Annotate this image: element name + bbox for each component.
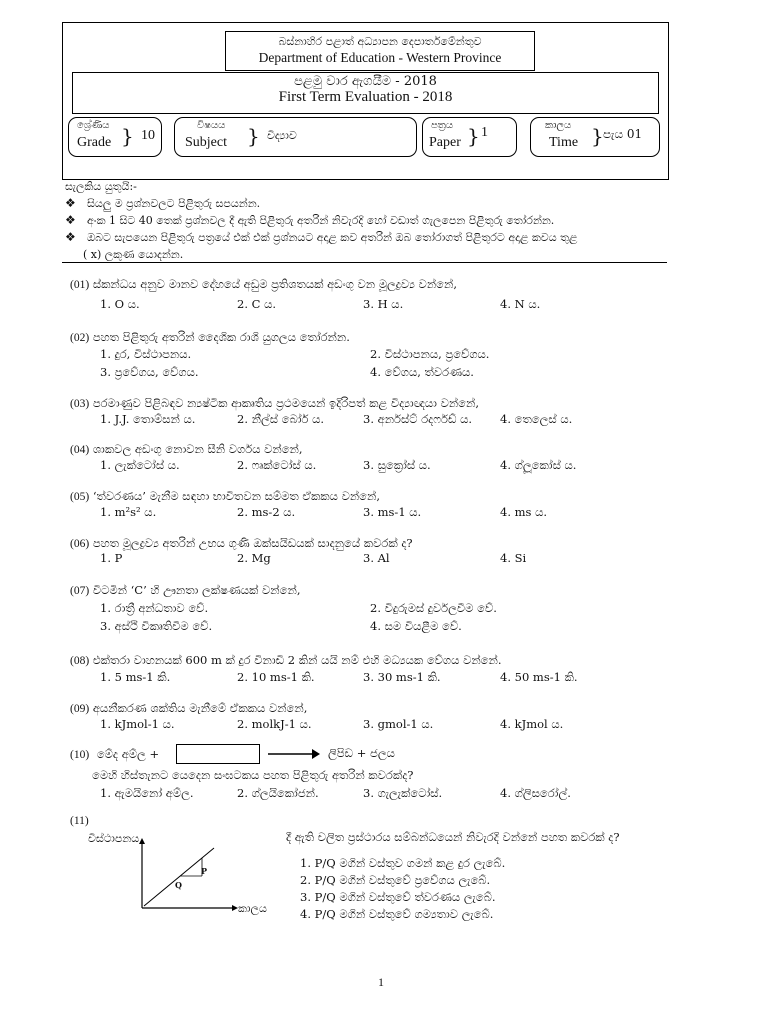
graph-x-label: කාලය	[238, 902, 267, 915]
grade-box	[68, 117, 162, 157]
graph-y-label: විස්ථාපනය	[88, 832, 140, 845]
q9-option-2: 2. molkJ-1 ය.	[237, 717, 312, 731]
department-box	[225, 31, 535, 71]
q4-option-2: 2. ෆෘක්ටෝස් ය.	[237, 458, 317, 472]
q8-option-2: 2. 10 ms-1 කි.	[237, 670, 315, 684]
y-axis-arrow-icon	[139, 838, 145, 844]
paper-box	[422, 117, 517, 157]
q2-option-3: 3. ප්‍රවේගය, වේගය.	[100, 365, 199, 379]
q4-option-3: 3. සුක්‍රෝස් ය.	[363, 458, 431, 472]
paper-value: 1	[481, 125, 488, 140]
time-value: පැය 01	[603, 127, 643, 141]
q3-option-2: 2. නීල්ස් බෝර් ය.	[237, 412, 325, 426]
term-sinhala: පළමු වාර ඇගයීම - 2018	[294, 74, 437, 89]
q2-option-1: 1. දුර, විස්ථාපනය.	[100, 347, 192, 361]
brace-icon: }	[121, 124, 134, 148]
q1-option-4: 4. N ය.	[500, 297, 541, 311]
q3-option-1: 1. J.J. තොම්සන් ය.	[100, 412, 196, 426]
q6-option-4: 4. Si	[500, 551, 527, 565]
graph-q-label: Q	[175, 880, 182, 890]
q2-option-2: 2. විස්ථාපනය, ප්‍රවේගය.	[370, 347, 490, 361]
subject-label-english: Subject	[185, 135, 227, 150]
subject-label-sinhala: විෂයය	[197, 120, 226, 131]
question-10: (10) මේද අම්ල +	[70, 747, 160, 761]
question-7: (07) විටමින් ‘C’ හි ඌනතා ලක්ෂණයක් වන්නේ,	[70, 583, 301, 597]
graph-line	[144, 848, 214, 906]
instruction-item: ❖ ඔබට සැපයෙන පිළිතුරු පත්‍රයේ එක් එක් ප්‍රශ්නයට අදාළ කව අතරින් ඔබ තෝරාගත් පිළිතුරට අදාළ කවය තුළ	[65, 230, 578, 244]
q3-option-4: 4. තෙලෙස් ය.	[500, 412, 573, 426]
diamond-bullet-icon: ❖	[65, 196, 76, 210]
grade-label-sinhala: ශ්‍රේණිය	[77, 120, 110, 131]
question-2: (02) පහත පිළිතුරු අතරින් දෛශික රාශි යුගලය තෝරන්න.	[70, 330, 350, 344]
q3-option-3: 3. අර්නස්ට් රදර්ෆඩ් ය.	[363, 412, 473, 426]
question-4: (04) ශාකවල අඩංගු නොවන සීනි වර්ගය වන්නේ,	[70, 442, 303, 456]
q6-option-1: 1. P	[100, 551, 123, 565]
q5-option-4: 4. ms ය.	[500, 505, 548, 519]
question-9: (09) අයනීකරණ ශක්තිය මැනීමේ ඒකකය වන්නේ,	[70, 701, 308, 715]
grade-value: 10	[141, 128, 155, 143]
q10-option-3: 3. ගැලැක්ටෝස්.	[363, 786, 443, 800]
q8-option-4: 4. 50 ms-1 කි.	[500, 670, 578, 684]
q10-option-1: 1. ඇමයිනෝ අම්ල.	[100, 786, 194, 800]
instructions	[65, 178, 577, 263]
q4-option-1: 1. ලැක්ටෝස් ය.	[100, 458, 180, 472]
q10-option-2: 2. ග්ලයිකෝජන්.	[237, 786, 319, 800]
q8-option-1: 1. 5 ms-1 කි.	[100, 670, 171, 684]
q8-option-3: 3. 30 ms-1 කි.	[363, 670, 441, 684]
q1-option-3: 3. H ය.	[363, 297, 404, 311]
q5-option-3: 3. ms-1 ය.	[363, 505, 422, 519]
q7-option-1: 1. රාත්‍රී අන්ධතාව වේ.	[100, 601, 209, 615]
subject-box	[174, 117, 417, 157]
term-box	[72, 72, 659, 114]
question-3: (03) පරමාණුව පිළිබඳව න්‍යෂ්ටික ආකෘතිය ප්‍රථමයෙන් ඉදිරිපත් කළ විද්‍යාඥයා වන්නේ,	[70, 396, 480, 410]
q6-option-2: 2. Mg	[237, 551, 271, 565]
time-label-english: Time	[549, 135, 579, 150]
question-8: (08) එක්තරා වාහනයක් 600 m ක් දුර විනාඩි 2 කින් යයි නම් එහි මධ්‍යයක වේගය වන්නේ.	[70, 653, 502, 667]
graph-p-label: P	[201, 866, 208, 876]
page-number: 1	[378, 975, 384, 989]
q7-option-2: 2. විදුරුමස් දුර්වලවීම වේ.	[370, 601, 497, 615]
department-sinhala: බස්නාහිර පළාත් අධ්‍යාපන දෙපාර්තමේන්තුව	[278, 35, 482, 48]
q9-option-3: 3. gmol-1 ය.	[363, 717, 434, 731]
q6-option-3: 3. Al	[363, 551, 390, 565]
q11-option-2: 2. P/Q මගින් වස්තුවේ ප්‍රවේගය ලැබේ.	[300, 873, 491, 887]
q10-product: ලිපිඩ + ජලය	[328, 746, 395, 760]
diamond-bullet-icon: ❖	[65, 230, 76, 244]
q1-option-1: 1. O ය.	[100, 297, 140, 311]
motion-graph	[130, 838, 240, 918]
q11-option-3: 3. P/Q මගින් වස්තුවේ ත්වරණය ලැබේ.	[300, 890, 496, 904]
instruction-item: ❖ අංක 1 සිට 40 තෙක් ප්‍රශ්නවල දී ඇති පිළිතුරු අතරින් නිවැරදි හෝ වඩාත් ගැලපෙන පිළිතුරු තෝරන්න.	[65, 213, 555, 227]
q1-option-2: 2. C ය.	[237, 297, 277, 311]
q7-option-4: 4. සම වියළීම වේ.	[370, 619, 462, 633]
q11-option-1: 1. P/Q මගින් වස්තුව ගමන් කළ දුර ලැබේ.	[300, 856, 506, 870]
question-5: (05) ‘ත්වරණය’ මැනීම සඳහා භාවිතවන සම්මත ඒකකය වන්නේ,	[70, 489, 381, 503]
instructions-title: සැලකිය යුතුයි:-	[65, 180, 137, 193]
q7-option-3: 3. අස්ථි විකෘතිවීම වේ.	[100, 619, 213, 633]
time-label-sinhala: කාලය	[545, 120, 572, 131]
question-6: (06) පහත මූලද්‍රව්‍ය අතරින් උභය ගුණි ඔක්සයිඩයක් සාදනුයේ කවරක් ද?	[70, 536, 413, 550]
q11-number: (11)	[70, 815, 89, 827]
diamond-bullet-icon: ❖	[65, 213, 76, 227]
right-arrow-icon	[268, 747, 320, 761]
subject-value: විද්‍යාව	[267, 129, 297, 142]
q11-option-4: 4. P/Q මගින් වස්තුවේ ගම්‍යතාව ලැබේ.	[300, 907, 494, 921]
term-english: First Term Evaluation - 2018	[278, 89, 453, 105]
instruction-item: ❖ සියලු ම ප්‍රශ්නවලට පිළිතුරු සපයන්න.	[65, 196, 261, 210]
instruction-continuation: ( x) ලකුණ යොදන්න.	[83, 248, 184, 261]
q2-option-4: 4. වේගය, ත්වරණය.	[370, 365, 474, 379]
grade-label-english: Grade	[77, 135, 112, 150]
answer-blank-box	[176, 744, 260, 764]
question-1: (01) ස්කන්ධය අනුව මානව දේහයේ අඩුම ප්‍රතිශතයක් අඩංගු වන මූලද්‍රව්‍ය වන්නේ,	[70, 277, 457, 291]
paper-label-sinhala: පත්‍රය	[431, 120, 454, 131]
brace-icon: }	[591, 124, 604, 148]
q4-option-4: 4. ග්ලූකෝස් ය.	[500, 458, 577, 472]
time-box	[530, 117, 660, 157]
department-english: Department of Education - Western Province	[258, 50, 502, 65]
q5-option-1: 1. m²s² ය.	[100, 505, 157, 519]
q9-option-1: 1. kJmol-1 ය.	[100, 717, 175, 731]
q10-option-4: 4. ග්ලිසරෝල්.	[500, 786, 571, 800]
brace-icon: }	[467, 124, 480, 148]
paper-label-english: Paper	[429, 135, 461, 150]
q10-subtext: මෙහි හිස්තැනට යෙදෙන සංඝටකය පහත පිළිතුරු අතරින් කවරක්ද?	[92, 768, 414, 782]
brace-icon: }	[247, 124, 260, 148]
q5-option-2: 2. ms-2 ය.	[237, 505, 296, 519]
q9-option-4: 4. kJmol ය.	[500, 717, 564, 731]
divider	[62, 262, 667, 263]
q11-text: දී ඇති චලිත ප්‍රස්ථාරය සම්බන්ධයෙන් නිවැරදි වන්නේ පහත කවරක් ද?	[286, 830, 620, 844]
